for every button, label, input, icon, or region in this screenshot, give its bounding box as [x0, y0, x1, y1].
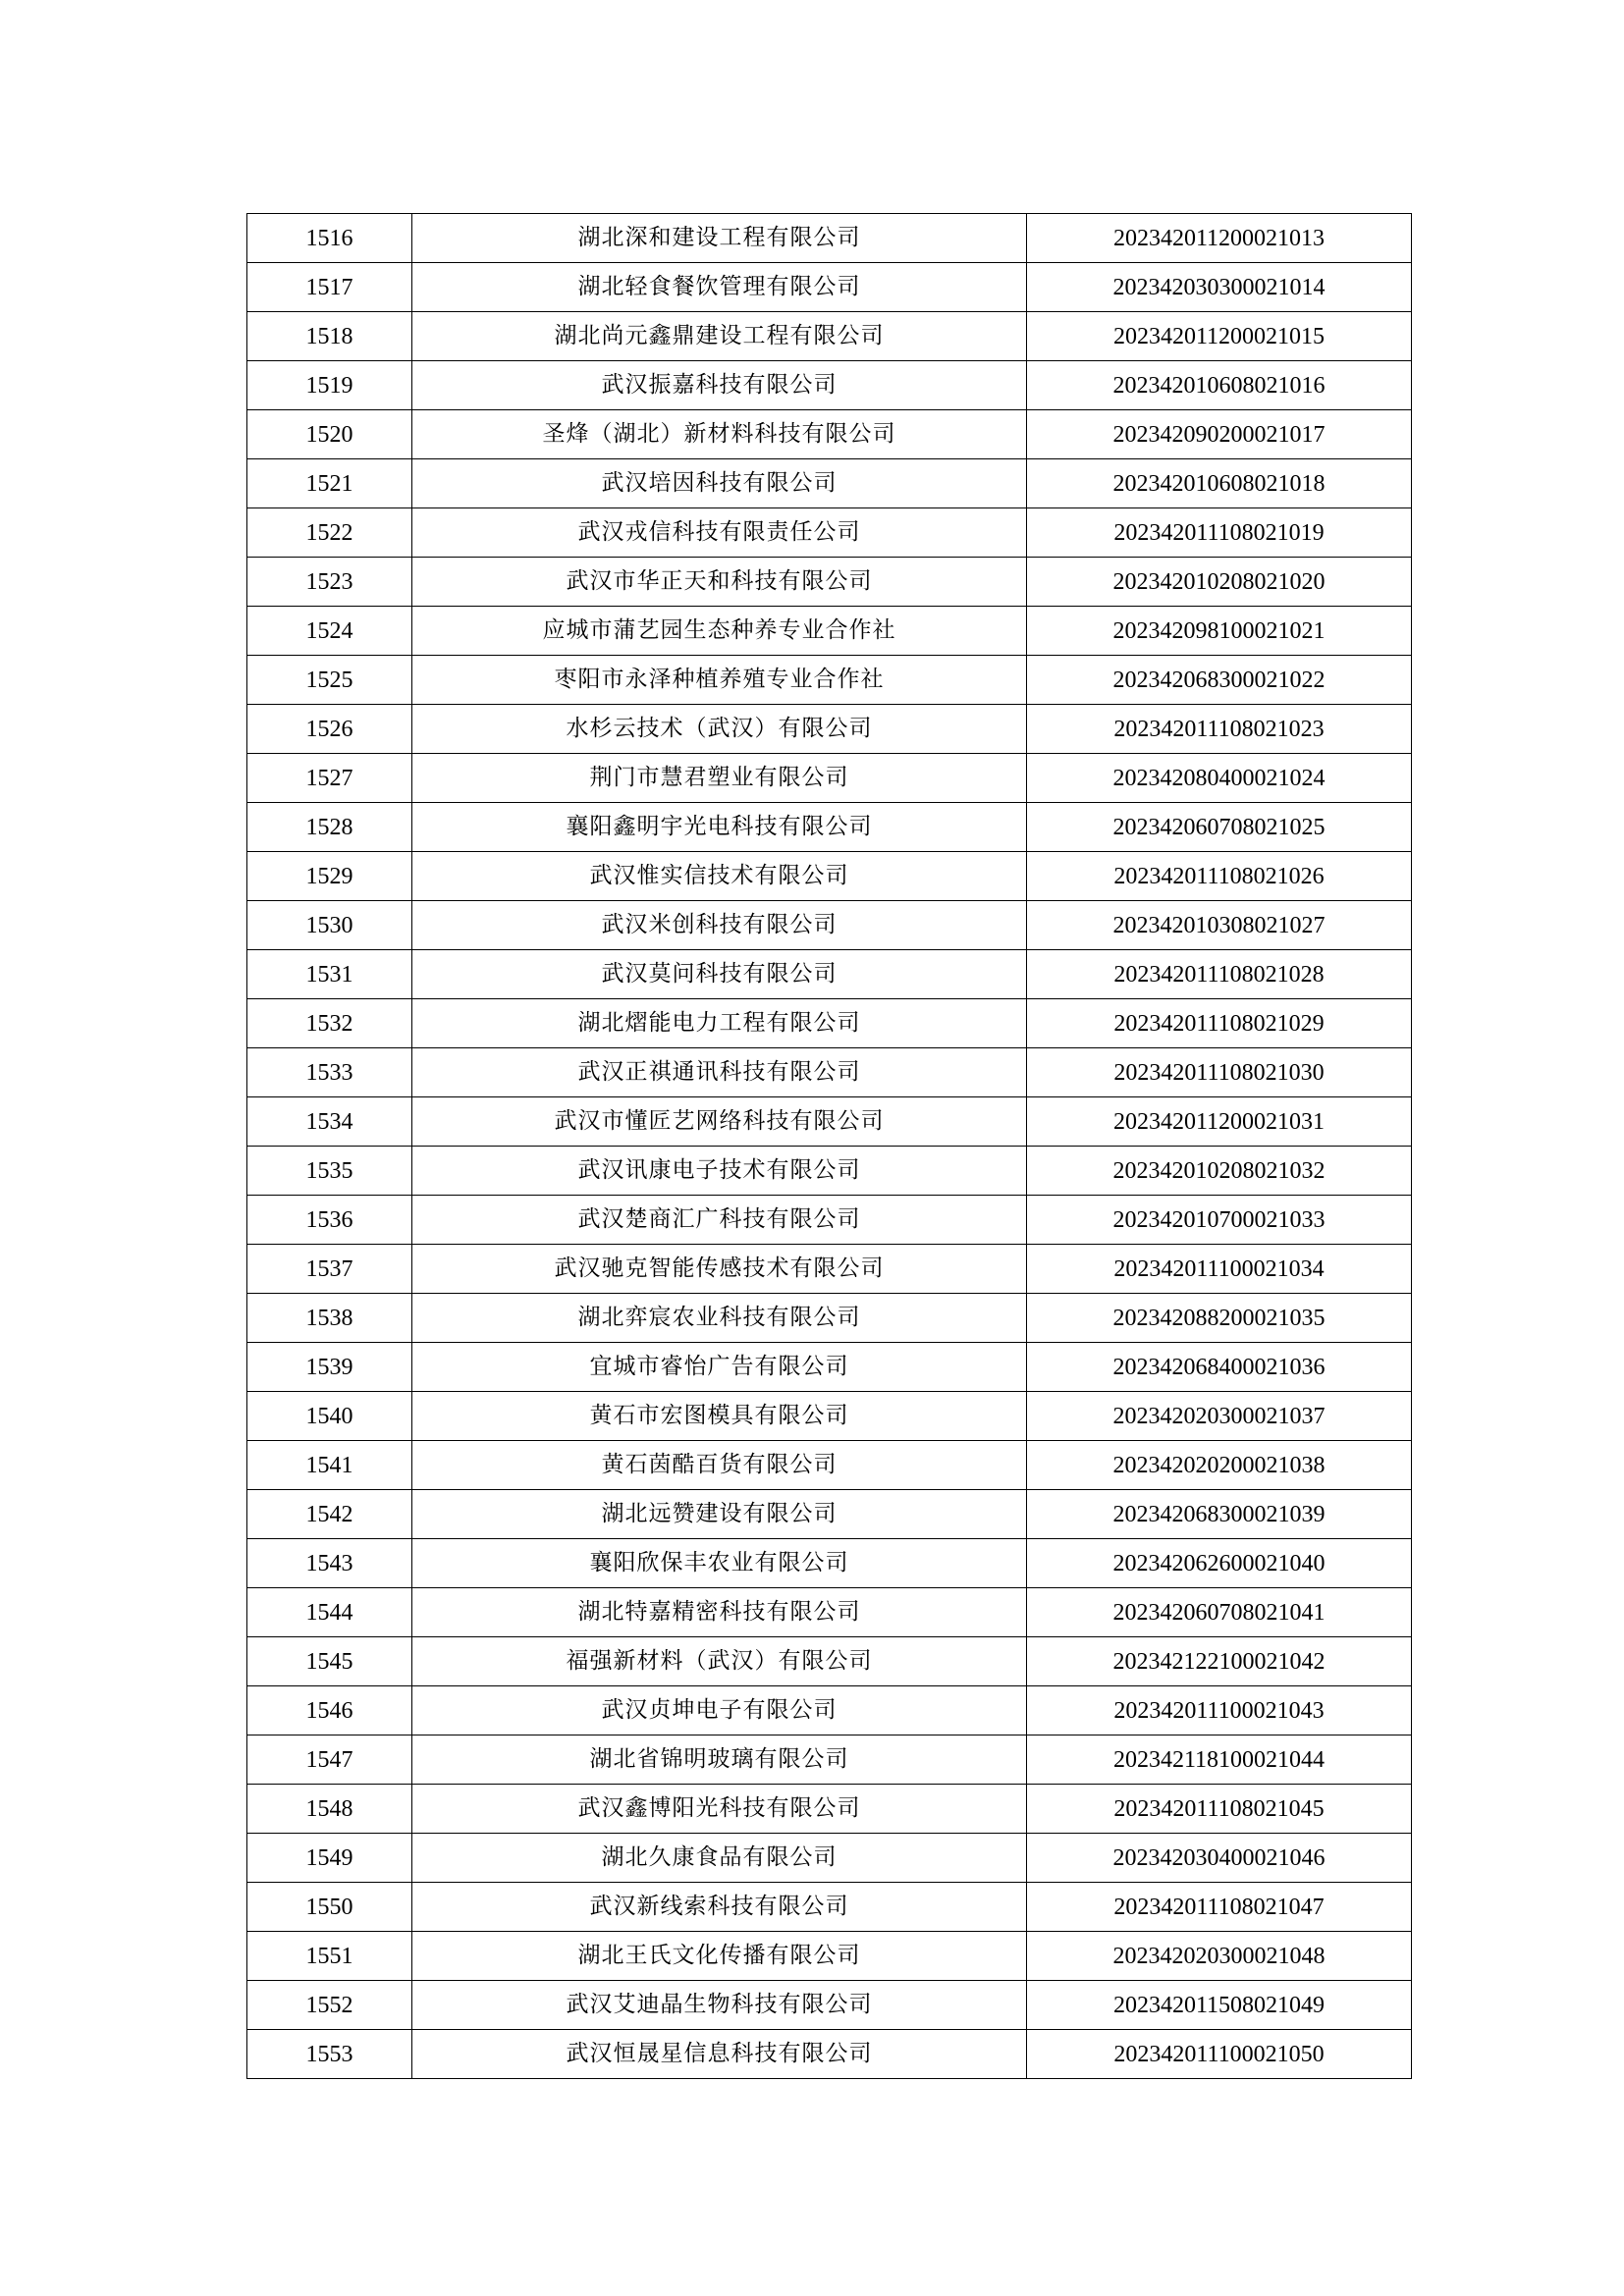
company-name: 武汉市懂匠艺网络科技有限公司	[412, 1097, 1027, 1147]
company-name: 武汉正祺通讯科技有限公司	[412, 1048, 1027, 1097]
company-name: 枣阳市永泽种植养殖专业合作社	[412, 656, 1027, 705]
company-name: 武汉贞坤电子有限公司	[412, 1686, 1027, 1735]
table-row	[247, 1834, 1412, 1883]
table-row	[247, 1932, 1412, 1981]
company-name: 宜城市睿怡广告有限公司	[412, 1343, 1027, 1392]
company-name: 黄石茵酷百货有限公司	[412, 1441, 1027, 1490]
registration-code: 202342088200021035	[1027, 1294, 1412, 1343]
company-name: 襄阳欣保丰农业有限公司	[412, 1539, 1027, 1588]
company-name: 武汉新线索科技有限公司	[412, 1883, 1027, 1932]
table-row	[247, 1294, 1412, 1343]
row-index: 1525	[247, 656, 412, 705]
table-row	[247, 1343, 1412, 1392]
registration-code: 202342011100021034	[1027, 1245, 1412, 1294]
company-name: 武汉惟实信技术有限公司	[412, 852, 1027, 901]
row-index: 1548	[247, 1785, 412, 1834]
company-name: 湖北久康食品有限公司	[412, 1834, 1027, 1883]
table-row	[247, 656, 1412, 705]
registration-code: 202342060708021041	[1027, 1588, 1412, 1637]
registration-code: 202342080400021024	[1027, 754, 1412, 803]
company-registry-table	[246, 213, 1412, 2079]
company-name: 福强新材料（武汉）有限公司	[412, 1637, 1027, 1686]
company-name: 湖北深和建设工程有限公司	[412, 214, 1027, 263]
registration-code: 202342122100021042	[1027, 1637, 1412, 1686]
company-name: 武汉市华正天和科技有限公司	[412, 558, 1027, 607]
registration-code: 202342011200021015	[1027, 312, 1412, 361]
registration-code: 202342020300021037	[1027, 1392, 1412, 1441]
row-index: 1538	[247, 1294, 412, 1343]
registration-code: 202342011108021023	[1027, 705, 1412, 754]
table-row	[247, 1981, 1412, 2030]
table-row	[247, 999, 1412, 1048]
registration-code: 202342098100021021	[1027, 607, 1412, 656]
table-row	[247, 1490, 1412, 1539]
table-row	[247, 1147, 1412, 1196]
company-name: 湖北尚元鑫鼎建设工程有限公司	[412, 312, 1027, 361]
row-index: 1536	[247, 1196, 412, 1245]
company-name: 水杉云技术（武汉）有限公司	[412, 705, 1027, 754]
company-name: 圣烽（湖北）新材料科技有限公司	[412, 410, 1027, 459]
table-row	[247, 558, 1412, 607]
registration-code: 202342011100021050	[1027, 2030, 1412, 2079]
row-index: 1522	[247, 508, 412, 558]
table-row	[247, 1196, 1412, 1245]
company-name: 黄石市宏图模具有限公司	[412, 1392, 1027, 1441]
registration-code: 202342062600021040	[1027, 1539, 1412, 1588]
company-name: 应城市蒲艺园生态种养专业合作社	[412, 607, 1027, 656]
table-row	[247, 1245, 1412, 1294]
row-index: 1527	[247, 754, 412, 803]
registration-code: 202342030300021014	[1027, 263, 1412, 312]
table-row	[247, 1785, 1412, 1834]
row-index: 1547	[247, 1735, 412, 1785]
row-index: 1530	[247, 901, 412, 950]
registration-code: 202342030400021046	[1027, 1834, 1412, 1883]
table-row	[247, 263, 1412, 312]
company-name: 武汉驰克智能传感技术有限公司	[412, 1245, 1027, 1294]
row-index: 1549	[247, 1834, 412, 1883]
company-name: 武汉恒晟星信息科技有限公司	[412, 2030, 1027, 2079]
table-row	[247, 214, 1412, 263]
row-index: 1532	[247, 999, 412, 1048]
row-index: 1543	[247, 1539, 412, 1588]
company-name: 武汉楚商汇广科技有限公司	[412, 1196, 1027, 1245]
registration-code: 202342011200021013	[1027, 214, 1412, 263]
table-body	[247, 214, 1412, 2079]
registration-code: 202342010608021018	[1027, 459, 1412, 508]
registration-code: 202342011508021049	[1027, 1981, 1412, 2030]
registration-code: 202342010700021033	[1027, 1196, 1412, 1245]
registration-code: 202342011200021031	[1027, 1097, 1412, 1147]
registration-code: 202342118100021044	[1027, 1735, 1412, 1785]
table-row	[247, 1048, 1412, 1097]
row-index: 1545	[247, 1637, 412, 1686]
registration-code: 202342068300021022	[1027, 656, 1412, 705]
row-index: 1531	[247, 950, 412, 999]
row-index: 1519	[247, 361, 412, 410]
company-name: 湖北熠能电力工程有限公司	[412, 999, 1027, 1048]
row-index: 1539	[247, 1343, 412, 1392]
row-index: 1520	[247, 410, 412, 459]
table-row	[247, 1588, 1412, 1637]
company-name: 湖北轻食餐饮管理有限公司	[412, 263, 1027, 312]
row-index: 1533	[247, 1048, 412, 1097]
table-row	[247, 754, 1412, 803]
company-name: 武汉莫问科技有限公司	[412, 950, 1027, 999]
table-row	[247, 410, 1412, 459]
company-name: 湖北王氏文化传播有限公司	[412, 1932, 1027, 1981]
row-index: 1542	[247, 1490, 412, 1539]
table-row	[247, 950, 1412, 999]
company-name: 湖北特嘉精密科技有限公司	[412, 1588, 1027, 1637]
company-name: 湖北远赞建设有限公司	[412, 1490, 1027, 1539]
company-name: 武汉戎信科技有限责任公司	[412, 508, 1027, 558]
table-row	[247, 852, 1412, 901]
registration-code: 202342011108021029	[1027, 999, 1412, 1048]
table-row	[247, 2030, 1412, 2079]
row-index: 1553	[247, 2030, 412, 2079]
row-index: 1516	[247, 214, 412, 263]
registration-code: 202342060708021025	[1027, 803, 1412, 852]
table-row	[247, 607, 1412, 656]
registration-code: 202342011100021043	[1027, 1686, 1412, 1735]
table-row	[247, 1686, 1412, 1735]
company-name: 湖北弈宸农业科技有限公司	[412, 1294, 1027, 1343]
table-row	[247, 1883, 1412, 1932]
company-name: 武汉米创科技有限公司	[412, 901, 1027, 950]
table-row	[247, 508, 1412, 558]
row-index: 1544	[247, 1588, 412, 1637]
table-row	[247, 705, 1412, 754]
row-index: 1541	[247, 1441, 412, 1490]
row-index: 1550	[247, 1883, 412, 1932]
registration-code: 202342010608021016	[1027, 361, 1412, 410]
row-index: 1526	[247, 705, 412, 754]
table-row	[247, 361, 1412, 410]
registration-code: 202342011108021028	[1027, 950, 1412, 999]
table-row	[247, 1097, 1412, 1147]
row-index: 1537	[247, 1245, 412, 1294]
row-index: 1535	[247, 1147, 412, 1196]
company-name: 武汉鑫博阳光科技有限公司	[412, 1785, 1027, 1834]
row-index: 1529	[247, 852, 412, 901]
registration-code: 202342011108021047	[1027, 1883, 1412, 1932]
registration-code: 202342068400021036	[1027, 1343, 1412, 1392]
row-index: 1551	[247, 1932, 412, 1981]
row-index: 1518	[247, 312, 412, 361]
table-row	[247, 312, 1412, 361]
registration-code: 202342090200021017	[1027, 410, 1412, 459]
row-index: 1552	[247, 1981, 412, 2030]
registration-code: 202342011108021026	[1027, 852, 1412, 901]
table-row	[247, 1735, 1412, 1785]
registration-code: 202342011108021030	[1027, 1048, 1412, 1097]
row-index: 1534	[247, 1097, 412, 1147]
company-name: 武汉艾迪晶生物科技有限公司	[412, 1981, 1027, 2030]
table-row	[247, 803, 1412, 852]
table-row	[247, 1539, 1412, 1588]
registration-code: 202342010208021020	[1027, 558, 1412, 607]
row-index: 1523	[247, 558, 412, 607]
registration-code: 202342011108021019	[1027, 508, 1412, 558]
company-name: 荆门市慧君塑业有限公司	[412, 754, 1027, 803]
registration-code: 202342068300021039	[1027, 1490, 1412, 1539]
row-index: 1521	[247, 459, 412, 508]
company-name: 武汉振嘉科技有限公司	[412, 361, 1027, 410]
registration-code: 202342020200021038	[1027, 1441, 1412, 1490]
company-name: 武汉讯康电子技术有限公司	[412, 1147, 1027, 1196]
company-name: 湖北省锦明玻璃有限公司	[412, 1735, 1027, 1785]
table-row	[247, 901, 1412, 950]
row-index: 1517	[247, 263, 412, 312]
table-row	[247, 1441, 1412, 1490]
company-name: 武汉培因科技有限公司	[412, 459, 1027, 508]
row-index: 1540	[247, 1392, 412, 1441]
registration-code: 202342010308021027	[1027, 901, 1412, 950]
table-row	[247, 459, 1412, 508]
table-row	[247, 1637, 1412, 1686]
row-index: 1528	[247, 803, 412, 852]
table-row	[247, 1392, 1412, 1441]
registration-code: 202342020300021048	[1027, 1932, 1412, 1981]
row-index: 1524	[247, 607, 412, 656]
registration-code: 202342011108021045	[1027, 1785, 1412, 1834]
company-name: 襄阳鑫明宇光电科技有限公司	[412, 803, 1027, 852]
row-index: 1546	[247, 1686, 412, 1735]
registration-code: 202342010208021032	[1027, 1147, 1412, 1196]
